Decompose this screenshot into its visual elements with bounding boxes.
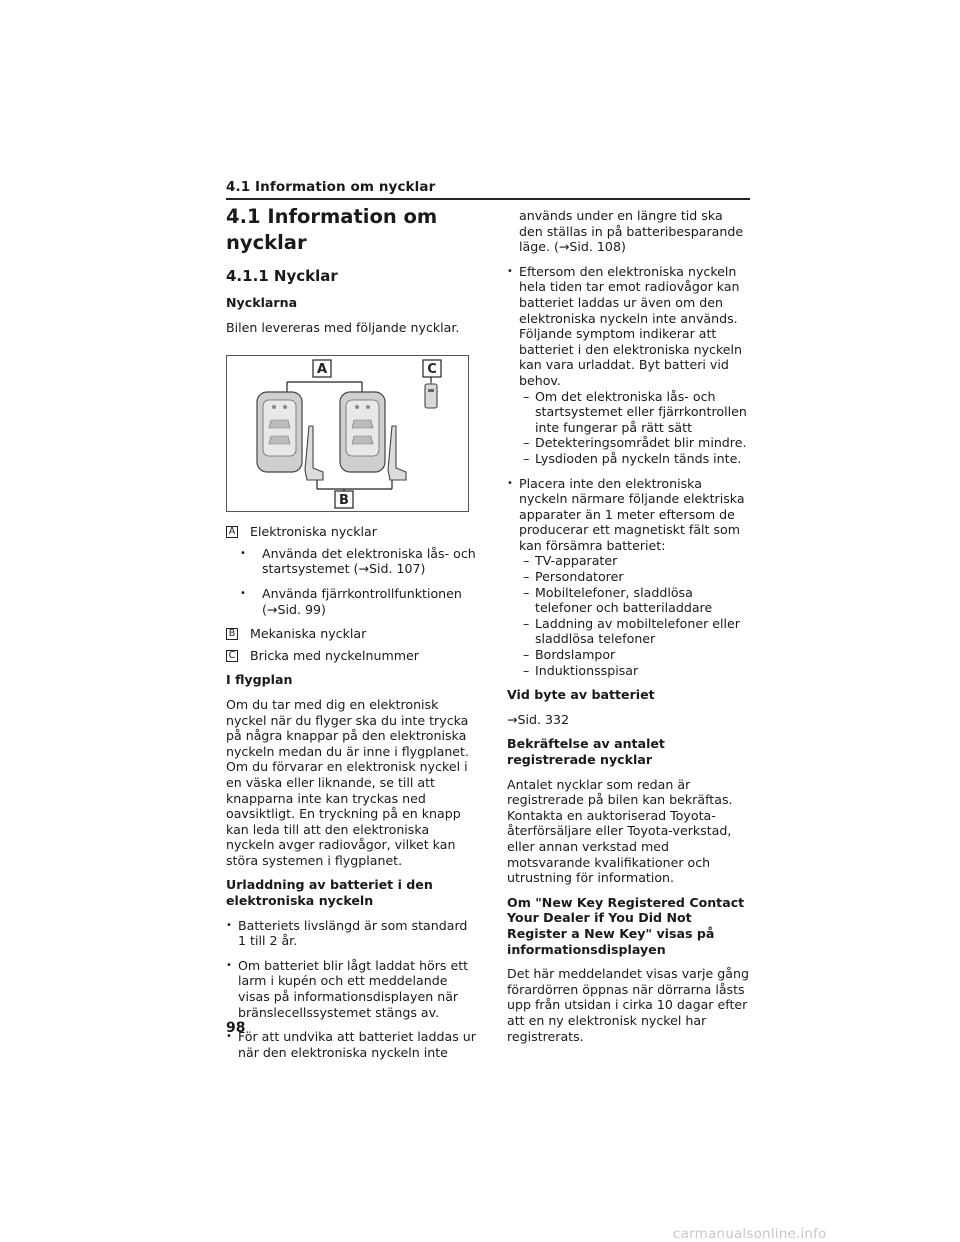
battery-bullet-4: • Eftersom den elektroniska nyckeln hela tiden tar emot radiovågor kan batteriet laddas ur även om den elektroniska nyckeln inte används. Följande symptom indikerar att batteriet i den elektroniska nyckeln kan vara urladdat. Byt batteri vid behov. (507, 264, 750, 389)
intro-text: Bilen levereras med följande nycklar. (226, 319, 460, 335)
right-column (507, 208, 750, 1053)
bullet-3-continued: används under en längre tid ska den ställas in på batteribesparande läge. (→Sid. 108) (519, 208, 744, 255)
figure-label-c: C (427, 362, 437, 378)
electronic-key-1 (257, 392, 302, 472)
heading-byte-batteri: Vid byte av batteriet (507, 687, 655, 703)
running-header: 4.1 Information om nycklar (226, 179, 436, 195)
mechanical-key-1 (305, 426, 323, 480)
section-title: 4.1 Information om nycklar (226, 205, 438, 254)
left-column (226, 204, 478, 1060)
legend-b (226, 626, 478, 642)
bekraftelse-text: Antalet nycklar som redan är registrerade på bilen kan bekräftas. Kontakta en auktoriserad Toyota-återförsäljare eller Toyota-verkstad, eller annan verkstad med motsvarande kvalifikationer och utrustning för information. (507, 776, 733, 886)
appliance-dash-3: – Mobiltelefoner, sladdlösa telefoner och batteriladdare (507, 585, 750, 616)
urladdning-bullet-3: • För att undvika att batteriet laddas ur när den elektroniska nyckeln inte (226, 1029, 478, 1060)
appliance-dash-1: – TV-apparater (507, 553, 750, 569)
keys-illustration-svg (227, 356, 470, 513)
key-number-plate (425, 384, 437, 408)
byte-batteri-ref: →Sid. 332 (507, 711, 570, 727)
page-number: 98 (226, 1020, 246, 1036)
appliance-dash-5: – Bordslampor (507, 647, 750, 663)
mechanical-key-2 (388, 426, 406, 480)
legend-letter-c: C (226, 650, 238, 662)
figure-label-a: A (316, 362, 328, 378)
header-rule (226, 198, 750, 200)
figure-label-b: B (339, 493, 349, 509)
new-key-text: Det här meddelandet visas varje gång förardörren öppnas när dörrarna låsts upp från utsidan i cirka 10 dagar efter att en ny elektronisk nyckel har registrerats. (507, 966, 749, 1044)
watermark[interactable]: carmanualsonline.info (673, 1226, 827, 1242)
symptom-dash-1: – Om det elektroniska lås- och startsystemet eller fjärrkontrollen inte fungerar på rätt sätt (507, 389, 750, 436)
battery-bullet-5: • Placera inte den elektroniska nyckeln närmare följande elektriska apparater än 1 meter eftersom de producerar ett magnetiskt fält som kan försämra batteriet: (507, 476, 750, 554)
electronic-key-2 (340, 392, 385, 472)
heading-new-key: Om "New Key Registered Contact Your Dealer if You Did Not Register a New Key" visas på informationsdisplayen (507, 894, 745, 957)
subsection-title: 4.1.1 Nycklar (226, 267, 338, 285)
keys-illustration (226, 355, 469, 512)
legend-letter-b: B (226, 628, 238, 640)
appliance-dash-6: – Induktionsspisar (507, 663, 750, 679)
legend-letter-a: A (226, 526, 238, 538)
appliance-dash-4: – Laddning av mobiltelefoner eller sladdlösa telefoner (507, 616, 750, 647)
symptom-dash-3: – Lysdioden på nyckeln tänds inte. (507, 451, 750, 467)
legend-a-text: Elektroniska nycklar (250, 524, 377, 540)
appliance-dash-2: – Persondatorer (507, 569, 750, 585)
legend-b-text: Mekaniska nycklar (250, 626, 367, 642)
legend-c-text: Bricka med nyckelnummer (250, 647, 419, 663)
legend-c (226, 648, 478, 664)
symptom-dash-2: – Detekteringsområdet blir mindre. (507, 435, 750, 451)
flygplan-text: Om du tar med dig en elektronisk nyckel när du flyger ska du inte trycka på några knappar på den elektroniska nyckeln medan du är inne i flygplanet. Om du förvarar en elektronisk nyckel i en väska eller liknande, se till att knapparna inte kan tryckas ned oavsiktligt. En tryckning på en knapp kan leda till att den elektroniska nyckeln avger radiovågor, vilket kan störa systemen i flygplanet. (226, 696, 470, 868)
heading-urladdning: Urladdning av batteriet i den elektroniska nyckeln (226, 877, 433, 909)
heading-nycklarna: Nycklarna (226, 295, 298, 310)
legend-a-sub1: • Använda det elektroniska lås- och startsystemet (→Sid. 107) (226, 546, 478, 577)
urladdning-bullet-1: • Batteriets livslängd är som standard 1 till 2 år. (226, 918, 478, 949)
heading-flygplan: I flygplan (226, 672, 293, 688)
heading-bekraftelse: Bekräftelse av antalet registrerade nycklar (507, 736, 665, 767)
legend-a-sub2: • Använda fjärrkontrollfunktionen (→Sid. 99) (226, 586, 478, 617)
legend-a (226, 524, 478, 540)
urladdning-bullet-2: • Om batteriet blir lågt laddat hörs ett larm i kupén och ett meddelande visas på informationsdisplayen när bränslecellssystemet stängs av. (226, 958, 478, 1020)
